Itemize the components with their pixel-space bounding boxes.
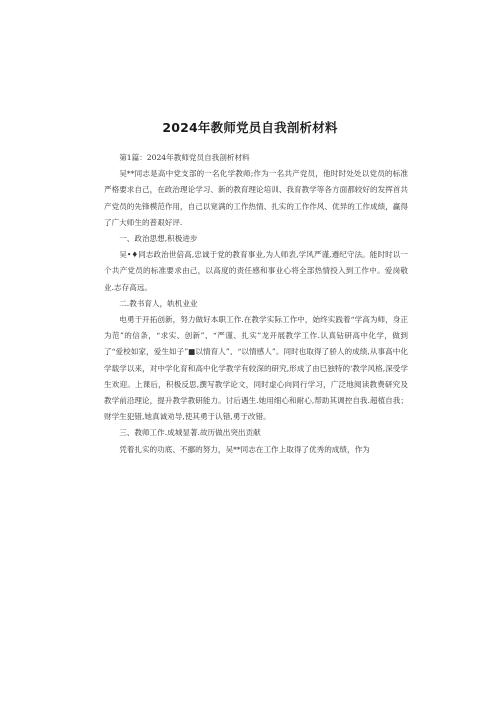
section-heading-1: 一、政治思想,积极进步 <box>119 234 198 244</box>
section-heading-2: 二.教书育人，轨机业业 <box>119 298 198 308</box>
section-subtitle: 第1篇：2024年教师党员自我剖析材料 <box>119 153 250 162</box>
paragraph-section-1: 吴•♦同志政治世倍高,忠诚于党的教育事业,为人师表,学风严谨,遵纪守法。能时时以一个共产党员的标准要求由己，以高度的责任感和事业心将全部热情投入到工作中。爱岗敬业.志存高远。 <box>104 250 408 292</box>
paragraph-section-2: 电勇于开拓创新，努力做好本职工作.在教学实际工作中，始终实践着“学高为师，身正为范”的信条，“求实、创新”、“严谨、扎实”龙开展教学工作.认真钻研高中化学，做到了“爱校如家，爱生如子”■以情育人”、“以情感人”。同时也取得了骄人的成绩,从事高中化学载学以来，对中学化育和高中化学教学有较深的研究,形成了由巳独特的'教学风格,深受学生欢迎。上课后，积极反思,撰写教学论文，同时虚心向同行学习，广泛地阅读教费研究及教学前沿理论，提升教学教研能力。讨后遇生.她用细心和耐心,帮助其调控自我.超植自我；财学生犯错,她真诚劝导,使其勇于认错,勇于改错。 <box>104 315 408 422</box>
document-body <box>104 150 408 458</box>
paragraph-section-3: 凭着扎实的功底、不挪的努力，吴**同志在工作上取得了优秀的成绩，作为 <box>119 444 370 454</box>
document-title: 2024年教师党员自我剖析材料 <box>162 120 338 135</box>
paragraph-intro: 吴**同志是高中党支部的一名化学教师;作为一名共产党员，他时时处处以党员的标准严格要求自己，在政治理论学习、新的教育理论培训、我育教学等各方面都较好的发挥首共产党员的先锋模范作用，自己以宽满的工作热情、扎实的工作作风、优异的工作成绩，赢得了广大师生的普艰好评. <box>104 169 408 227</box>
section-heading-3: 三、教师工作.成城显著.故历做出突出贡献 <box>119 428 261 438</box>
